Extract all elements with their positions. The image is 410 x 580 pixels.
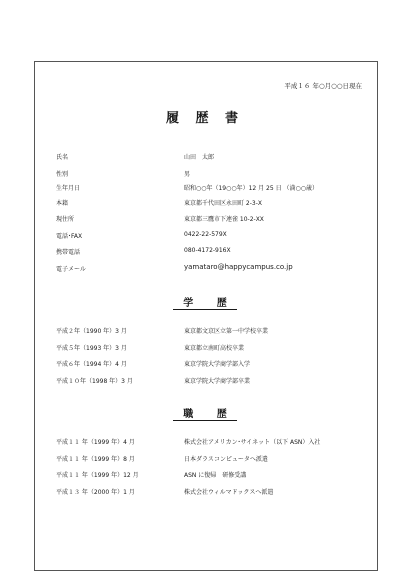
domicile-value: 東京都千代田区永田町 2-3-X [184, 200, 262, 207]
phone-fax-value: 0422-22-579X [184, 231, 227, 238]
career-heading: 職 歴 [0, 405, 410, 420]
gender-label: 性別 [56, 171, 69, 178]
name-label: 氏名 [56, 154, 69, 161]
education-row-text: 東京学院大学商学部卒業 [184, 378, 251, 385]
phone-fax-label: 電話･FAX [56, 233, 83, 240]
mobile-label: 携帯電話 [56, 249, 81, 256]
education-row-date: 平成１０年（1998 年）3 月 [56, 378, 133, 385]
career-row-date: 平成１１ 年（1999 年）12 月 [56, 472, 139, 479]
career-row-text: 株式会社アメリカン･サイネット（以下 ASN）入社 [184, 439, 321, 446]
address-value: 東京都三鷹市下連雀 10-2-XX [184, 216, 264, 223]
career-row-date: 平成１３ 年（2000 年）1 月 [56, 489, 135, 496]
education-row-text: 東京都立南町高校卒業 [184, 345, 245, 352]
birthdate-value: 昭和○○年（19○○年）12 月 25 日 （満○○歳） [184, 185, 318, 192]
resume-title: 履 歴 書 [165, 111, 245, 126]
domicile-label: 本籍 [56, 200, 69, 207]
career-row-date: 平成１１ 年（1999 年）8 月 [56, 456, 135, 463]
date-line: 平成１６ 年○月○○日現在 [284, 82, 362, 90]
birthdate-label: 生年月日 [56, 185, 81, 192]
education-heading: 学 歴 [0, 294, 410, 309]
education-row-date: 平成２年（1990 年）3 月 [56, 328, 127, 335]
career-row-date: 平成１１ 年（1999 年）4 月 [56, 439, 135, 446]
name-value: 山田 太郎 [184, 154, 215, 161]
email-label: 電子メール [56, 266, 86, 273]
gender-value: 男 [184, 171, 191, 178]
address-label: 現住所 [56, 216, 75, 223]
mobile-value: 080-4172-916X [184, 247, 231, 254]
education-row-text: 東京都文京区立第一中学校卒業 [184, 328, 269, 335]
career-row-text: ASN に復帰 研修受講 [184, 472, 247, 479]
career-row-text: 株式会社ウィルマドックスへ派遣 [184, 489, 274, 496]
email-value: yamataro@happycampus.co.jp [184, 263, 293, 271]
career-row-text: 日本ダラスコンピュータへ派遣 [184, 456, 268, 463]
education-row-date: 平成５年（1993 年）3 月 [56, 345, 127, 352]
education-row-date: 平成６年（1994 年）4 月 [56, 361, 127, 368]
education-row-text: 東京学院大学商学部入学 [184, 361, 251, 368]
